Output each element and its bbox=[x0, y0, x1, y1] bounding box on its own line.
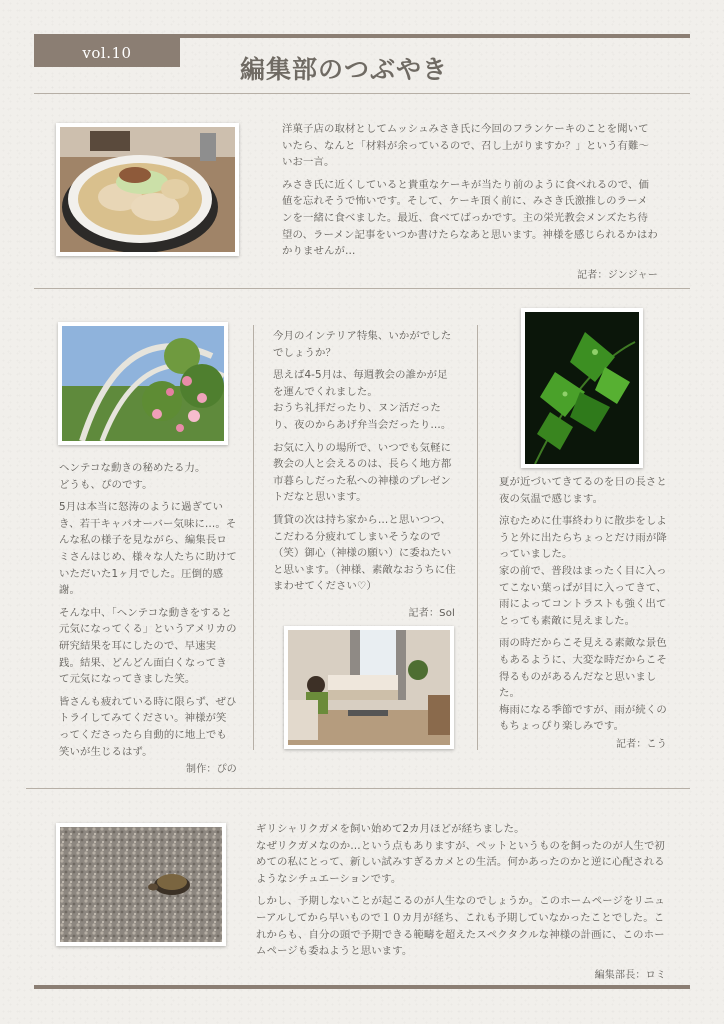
right-paragraph-3: 雨の時だからこそ見える素敵な景色もあるように、大変な時だからこそ得るものがあるんだなと思いました。 梅雨になる季節ですが、雨が続くのもちょっぴり楽しみです。 bbox=[499, 637, 667, 733]
section3-body bbox=[256, 821, 666, 981]
section1-paragraph-1: 洋菓子店の取材としてムッシュみさき氏に今回のフランケーキのことを聞いていたら、なんと「材料が余っているので、召し上がりますか？」という有難〜いお一言。 bbox=[282, 123, 649, 169]
vol-badge bbox=[34, 38, 180, 67]
middle-paragraph-4: 賃貸の次は持ち家から…と思いつつ、こだわる分疲れてしまいそうなので（笑）御心（神様の願い）に委ねたいと思います。（神様、素敵なおうちに住まわせてください♡） bbox=[273, 513, 456, 593]
middle-credit: 記者：Sol bbox=[408, 608, 455, 619]
right-paragraph-2: 涼むために仕事終わりに散歩をしようと外に出たらちょっとだけ雨が降っていました。 家の前で、普段はまったく目に入ってこない葉っぱが目に入ってきて、雨によってコントラストも強く出てとっても素敵に見えました。 bbox=[499, 515, 667, 627]
vol-label: vol.10 bbox=[82, 43, 132, 62]
section3-paragraph-1: ギリシャリクガメを飼い始めて2カ月ほどが経ちました。 なぜリクガメなのか…という点もありますが、ペットというものを飼ったのが人生で初めての私にとって、新しい試みすぎるカメとの生活。何かあったのかと逆に心配されるようなシチュエーションです。 bbox=[256, 823, 665, 885]
section2-middle-body bbox=[273, 328, 457, 601]
tortoise-photo bbox=[56, 823, 226, 946]
left-credit: 制作：ぴの bbox=[186, 764, 237, 776]
footer-bar bbox=[34, 985, 690, 989]
middle-paragraph-2: 思えば4-5月は、毎週教会の誰かが足を運んでくれました。 おうち礼拝だったり、ヌン活だったり、夜のからあげ弁当会だったり…。 bbox=[273, 369, 452, 431]
section2-right-body bbox=[499, 474, 667, 750]
section1-paragraph-2: みさき氏に近くしていると貴重なケーキが当たり前のように食べれるので、価値を忘れそうで怖いです。そして、ケーキ頂く前に、みさき氏激推しのラーメンを一緒に食べました。最近、食べてばっかです。主の栄光教会メンズたち待望の、ラーメン記事をいつか書けたらなあと思います。神様を感じられるかはわかりませんが… bbox=[282, 178, 658, 258]
section3-paragraph-2: しかし、予期しないことが起こるのが人生なのでしょうか。このホームページをリニューアルしてから早いもので１０カ月が経ち、これも予期していなかったことでした。これからも、自分の頭で予期できる範疇を超えたスペクタクルな神様の計画に、このホームページも委ねようと思います。 bbox=[256, 895, 665, 958]
header-divider bbox=[34, 93, 690, 94]
section2-left-body bbox=[59, 460, 237, 775]
left-paragraph-2: そんな中、「ヘンテコな動きをすると元気になってくる」というアメリカの研究結果を耳にしたので、早速実践。結果、どんどん面白くなってきて元気になってきました笑。 bbox=[59, 606, 237, 686]
left-paragraph-1: 5月は本当に怒涛のように過ぎていき、若干キャパオーバー気味に…。そんな私の様子を見ながら、編集長ロミさんはじめ、様々な人たちに助けていただいた1ヶ月でした。圧倒的感謝。 bbox=[59, 501, 237, 597]
right-credit: 記者：こう bbox=[616, 738, 667, 750]
section1-divider bbox=[34, 288, 690, 289]
section2-divider bbox=[26, 788, 690, 789]
left-lead-2: どうも、ぴのです。 bbox=[59, 478, 153, 491]
ramen-photo bbox=[56, 123, 239, 256]
right-paragraph-1: 夏が近づいてきてるのを日の長さと夜の気温で感じます。 bbox=[499, 476, 667, 505]
left-paragraph-3: 皆さんも疲れている時に限らず、ぜひトライしてみてください。神様が笑ってくださったら自動的に地上でも笑いが生じるはず。 bbox=[59, 695, 237, 758]
middle-paragraph-1: 今月のインテリア特集、いかがでしたでしょうか？ bbox=[273, 330, 452, 359]
section3-credit: 編集部長：ロミ bbox=[594, 969, 666, 981]
column-divider-right bbox=[477, 325, 478, 750]
interior-room-photo bbox=[284, 626, 454, 749]
section1-credit: 記者：ジンジャー bbox=[577, 269, 658, 281]
left-lead-1: ヘンテコな動きの秘めたる力。 bbox=[59, 462, 206, 474]
middle-paragraph-3: お気に入りの場所で、いつでも気軽に教会の人と会えるのは、長らく地方都市暮らしだった私への神様のプレゼントだなと思います。 bbox=[273, 441, 452, 504]
rose-arch-photo bbox=[58, 322, 228, 445]
page-title: 編集部のつぶやき bbox=[240, 55, 449, 84]
column-divider-left bbox=[253, 325, 254, 750]
section1-body bbox=[282, 121, 658, 281]
green-leaves-photo bbox=[521, 308, 643, 468]
